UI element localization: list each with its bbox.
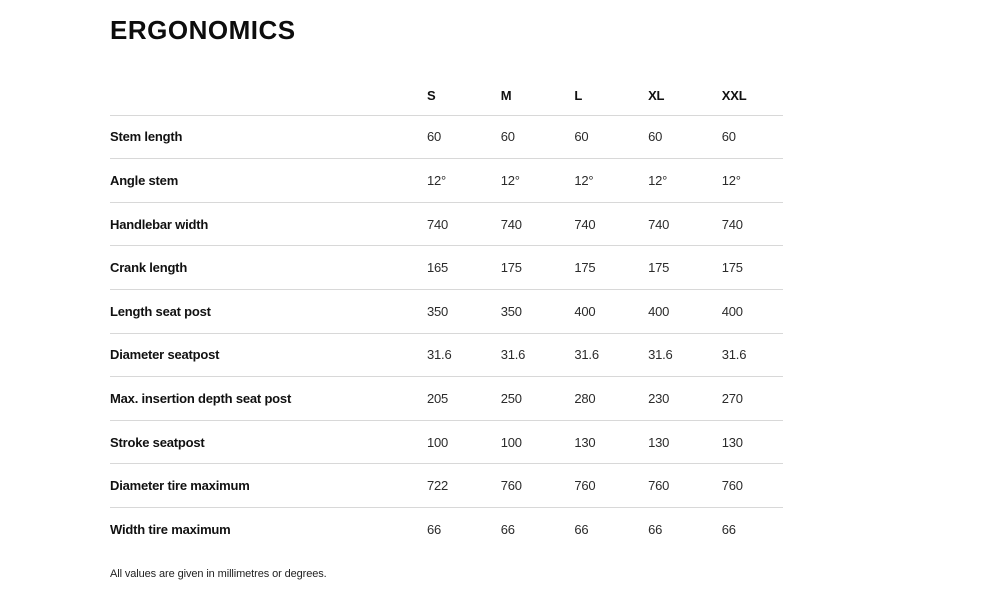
value-cell: 740 <box>500 216 522 232</box>
column-header: M <box>500 87 512 103</box>
value-cell: 66 <box>500 521 515 537</box>
value-cell: 722 <box>427 478 449 494</box>
value-cell: 31.6 <box>648 347 673 363</box>
row-label: Diameter tire maximum <box>110 478 250 494</box>
row-label: Handlebar width <box>110 216 209 232</box>
value-cell: 740 <box>574 216 596 232</box>
value-cell: 760 <box>648 478 670 494</box>
value-cell: 60 <box>574 129 589 145</box>
row-label: Angle stem <box>110 172 179 188</box>
value-cell: 66 <box>721 521 736 537</box>
value-cell: 100 <box>500 434 522 450</box>
value-cell: 60 <box>721 129 736 145</box>
table-row <box>110 290 783 334</box>
table-row <box>110 116 783 160</box>
value-cell: 400 <box>574 303 596 319</box>
table-row <box>110 377 783 421</box>
row-label: Max. insertion depth seat post <box>110 390 292 406</box>
row-label: Crank length <box>110 260 188 276</box>
column-header: L <box>574 87 583 103</box>
value-cell: 350 <box>500 303 522 319</box>
value-cell: 740 <box>648 216 670 232</box>
section-title: ERGONOMICS <box>110 15 296 45</box>
value-cell: 12° <box>574 172 594 188</box>
value-cell: 175 <box>574 260 596 276</box>
value-cell: 175 <box>648 260 670 276</box>
table-row <box>110 203 783 247</box>
value-cell: 31.6 <box>427 347 452 363</box>
column-header: S <box>427 87 436 103</box>
value-cell: 31.6 <box>500 347 526 363</box>
value-cell: 205 <box>427 390 449 406</box>
value-cell: 760 <box>721 478 743 494</box>
value-cell: 400 <box>648 303 670 319</box>
value-cell: 12° <box>500 172 520 188</box>
table-row <box>110 159 783 203</box>
table-header-row <box>110 76 783 116</box>
value-cell: 12° <box>648 172 668 188</box>
value-cell: 31.6 <box>574 347 599 363</box>
value-cell: 175 <box>721 260 743 276</box>
column-header: XXL <box>721 87 747 103</box>
table-row <box>110 246 783 290</box>
row-label: Length seat post <box>110 303 211 319</box>
row-label: Stroke seatpost <box>110 434 205 450</box>
value-cell: 760 <box>500 478 522 494</box>
value-cell: 130 <box>574 434 596 450</box>
value-cell: 60 <box>500 129 515 145</box>
value-cell: 250 <box>500 390 522 406</box>
value-cell: 12° <box>721 172 741 188</box>
value-cell: 130 <box>648 434 670 450</box>
value-cell: 66 <box>427 521 442 537</box>
row-label: Width tire maximum <box>110 521 231 537</box>
value-cell: 740 <box>427 216 449 232</box>
value-cell: 66 <box>648 521 663 537</box>
value-cell: 740 <box>721 216 743 232</box>
value-cell: 100 <box>427 434 449 450</box>
row-label: Diameter seatpost <box>110 347 220 363</box>
value-cell: 60 <box>648 129 663 145</box>
value-cell: 400 <box>721 303 743 319</box>
value-cell: 760 <box>574 478 596 494</box>
table-body <box>110 116 783 551</box>
value-cell: 31.6 <box>721 347 747 363</box>
table-row <box>110 508 783 551</box>
ergonomics-table <box>110 76 783 551</box>
row-label: Stem length <box>110 129 183 145</box>
table-row <box>110 421 783 465</box>
value-cell: 350 <box>427 303 449 319</box>
table-row <box>110 464 783 508</box>
value-cell: 175 <box>500 260 522 276</box>
value-cell: 130 <box>721 434 743 450</box>
value-cell: 60 <box>427 129 442 145</box>
value-cell: 165 <box>427 260 449 276</box>
table-footnote: All values are given in millimetres or degrees. <box>110 567 327 580</box>
table-row <box>110 334 783 378</box>
value-cell: 280 <box>574 390 596 406</box>
value-cell: 12° <box>427 172 447 188</box>
value-cell: 66 <box>574 521 589 537</box>
column-header: XL <box>648 87 665 103</box>
value-cell: 230 <box>648 390 670 406</box>
value-cell: 270 <box>721 390 743 406</box>
